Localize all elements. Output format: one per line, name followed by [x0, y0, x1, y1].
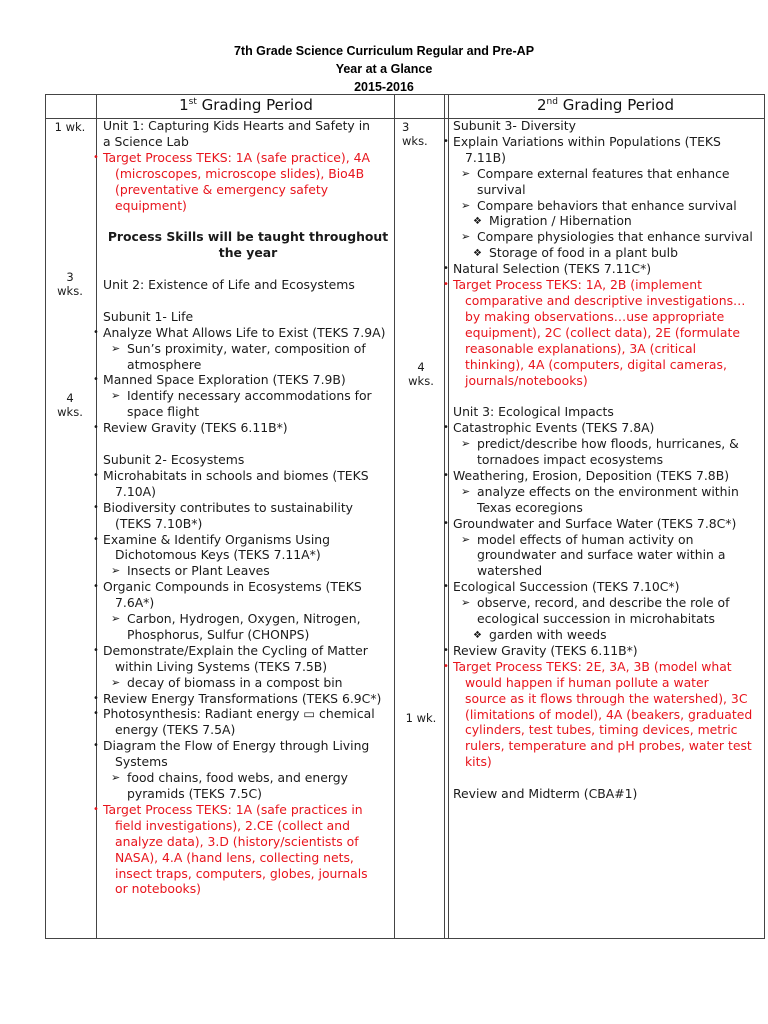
content-line: [453, 245, 763, 261]
bullet-icon: •: [93, 740, 99, 752]
line-text: Ecological Succession (TEKS 7.10C*): [453, 579, 680, 595]
content-line: [103, 611, 393, 627]
content-line: [103, 404, 393, 420]
week-label: 1 wk.: [54, 120, 86, 134]
line-text: kits): [465, 754, 492, 770]
line-text: groundwater and surface water within a: [477, 547, 726, 563]
line-text: by making observations…use appropriate: [465, 308, 725, 324]
content-line: [453, 357, 763, 373]
line-text: Microhabitats in schools and biomes (TEKS: [103, 467, 369, 483]
line-text: Dichotomous Keys (TEKS 7.11A*): [115, 547, 321, 563]
line-text: energy (TEKS 7.5A): [115, 722, 236, 738]
line-text: Phosphorus, Sulfur (CHONPS): [127, 626, 310, 642]
line-text: Weathering, Erosion, Deposition (TEKS 7.8B): [453, 467, 730, 483]
content-line: [103, 261, 393, 277]
line-text: analyze effects on the environment within: [477, 483, 739, 499]
week-count: 3: [402, 120, 410, 134]
content-line: [453, 770, 763, 786]
content-line: [103, 659, 393, 675]
line-text: food chains, food webs, and energy: [127, 770, 348, 786]
content-line: [453, 198, 763, 214]
week-unit: wks.: [57, 284, 83, 298]
content-line: [103, 277, 393, 293]
header-number: 1: [179, 96, 189, 114]
bullet-icon: •: [93, 374, 99, 386]
content-line: [103, 452, 393, 468]
content-line: [93, 499, 393, 516]
line-text: rulers, temperature and pH probes, water test: [465, 738, 752, 754]
content-line: [453, 452, 763, 468]
content-line: [443, 658, 763, 675]
week-label: [396, 360, 446, 388]
content-line: [453, 500, 763, 516]
content-line: [443, 467, 763, 484]
content-line: [453, 404, 763, 420]
content-line: [103, 229, 393, 245]
content-line: [93, 579, 393, 595]
content-line: [103, 134, 393, 150]
content-line: [103, 547, 393, 563]
line-text: Photosynthesis: Radiant energy ▭ chemical: [103, 706, 375, 722]
arrow-bullet-icon: ➢: [461, 596, 471, 610]
line-text: (microscopes, microscope slides), Bio4B: [115, 165, 365, 181]
content-line: [453, 707, 763, 723]
diamond-bullet-icon: ❖: [473, 216, 482, 228]
line-text: field investigations), 2.CE (collect and: [115, 817, 350, 833]
content-line: [453, 373, 763, 389]
bullet-icon: •: [93, 422, 99, 434]
content-line: [103, 850, 393, 866]
line-text: Biodiversity contributes to sustainability: [103, 499, 354, 515]
line-text: Subunit 2- Ecosystems: [103, 451, 245, 467]
line-text: tornadoes impact ecosystems: [477, 452, 664, 468]
line-text: or notebooks): [115, 881, 202, 897]
content-line: [453, 738, 763, 754]
week-unit: wks.: [402, 134, 428, 148]
content-line: [103, 834, 393, 850]
arrow-bullet-icon: ➢: [461, 198, 471, 212]
content-line: [103, 245, 393, 261]
content-line: [103, 516, 393, 532]
arrow-bullet-icon: ➢: [111, 389, 121, 403]
bullet-icon: •: [443, 135, 449, 147]
bullet-icon: •: [93, 469, 99, 481]
content-line: [93, 706, 393, 722]
content-line: [103, 213, 393, 229]
content-line: [453, 388, 763, 404]
line-text: Target Process TEKS: 1A, 2B (implement: [453, 277, 702, 293]
content-line: [453, 627, 763, 643]
content-line: [453, 436, 763, 452]
content-line: [443, 579, 763, 595]
second-period-content: [443, 118, 763, 802]
arrow-bullet-icon: ➢: [461, 532, 471, 546]
content-line: [93, 372, 393, 388]
content-line: [103, 293, 393, 309]
line-text: predict/describe how floods, hurricanes, &: [477, 436, 739, 452]
content-line: [103, 388, 393, 404]
line-text: pyramids (TEKS 7.5C): [127, 786, 263, 801]
content-line: [103, 770, 393, 786]
content-line: [453, 293, 763, 309]
content-line: [453, 691, 763, 707]
line-text: Target Process TEKS: 2E, 3A, 3B (model what: [453, 658, 732, 674]
line-text: survival: [477, 181, 526, 197]
content-line: [443, 420, 763, 436]
diamond-bullet-icon: ❖: [473, 248, 482, 260]
bullet-icon: •: [443, 422, 449, 434]
content-line: [453, 563, 763, 579]
week-label: [396, 120, 442, 148]
arrow-bullet-icon: ➢: [461, 484, 471, 498]
line-text: Examine & Identify Organisms Using: [103, 531, 330, 547]
content-line: [103, 357, 393, 373]
column-divider: [394, 95, 395, 938]
line-text: thinking), 4A (computers, digital cameras,: [465, 356, 727, 372]
content-line: [103, 722, 393, 738]
line-text: Review Gravity (TEKS 6.11B*): [103, 420, 288, 436]
content-line: [103, 627, 393, 643]
bullet-icon: •: [93, 581, 99, 593]
line-text: Review Gravity (TEKS 6.11B*): [453, 642, 638, 658]
header-suffix: st: [188, 97, 197, 107]
line-text: Systems: [115, 754, 168, 770]
line-text: Insects or Plant Leaves: [127, 563, 270, 579]
content-line: [103, 595, 393, 611]
content-line: [93, 690, 393, 707]
line-text: reasonable explanations), 3A (critical: [465, 340, 697, 356]
line-text: garden with weeds: [489, 626, 607, 642]
line-text: 7.11B): [465, 149, 506, 165]
content-line: [103, 675, 393, 691]
line-text: Explain Variations within Populations (TEKS: [453, 133, 721, 149]
content-line: [453, 754, 763, 770]
content-line: [453, 118, 763, 134]
content-line: [103, 341, 393, 357]
line-text: Manned Space Exploration (TEKS 7.9B): [103, 372, 346, 388]
line-text: Target Process TEKS: 1A (safe practices in: [103, 801, 363, 817]
content-line: [103, 198, 393, 214]
line-text: within Living Systems (TEKS 7.5B): [115, 658, 328, 674]
content-line: [453, 166, 763, 182]
document-subtitle: Year at a Glance: [335, 62, 433, 76]
week-count: 4: [66, 391, 74, 405]
arrow-bullet-icon: ➢: [461, 230, 471, 244]
line-text: Unit 2: Existence of Life and Ecosystems: [103, 277, 355, 293]
line-text: Natural Selection (TEKS 7.11C*): [453, 261, 652, 277]
bullet-icon: •: [93, 644, 99, 656]
line-text: Storage of food in a plant bulb: [489, 245, 678, 261]
content-line: [93, 324, 393, 341]
line-text: insect traps, computers, globes, journals: [115, 865, 368, 881]
content-line: [453, 325, 763, 341]
line-text: Diagram the Flow of Energy through Living: [103, 738, 370, 754]
line-text: (preventative & emergency safety: [115, 181, 329, 197]
bullet-icon: •: [93, 708, 99, 720]
content-line: [93, 801, 393, 818]
content-line: [103, 182, 393, 198]
line-text: (limitations of model), 4A (beakers, graduated: [465, 706, 753, 722]
content-line: [93, 738, 393, 754]
content-line: [103, 754, 393, 770]
content-line: [443, 261, 763, 277]
line-text: NASA), 4.A (hand lens, collecting nets,: [115, 849, 354, 865]
bullet-icon: •: [443, 517, 449, 529]
line-text: Subunit 3- Diversity: [453, 118, 576, 133]
line-text: (TEKS 7.10B*): [115, 515, 203, 531]
line-text: equipment): [115, 197, 187, 213]
week-unit: wks.: [57, 405, 83, 419]
content-line: [453, 611, 763, 627]
bullet-icon: •: [93, 803, 99, 815]
content-line: [453, 722, 763, 738]
arrow-bullet-icon: ➢: [111, 564, 121, 578]
line-text: Review and Midterm (CBA#1): [453, 786, 638, 802]
line-text: 7.10A): [115, 483, 156, 499]
content-line: [453, 182, 763, 198]
content-line: [443, 277, 763, 293]
content-line: [453, 309, 763, 325]
line-text: Compare behaviors that enhance survival: [477, 197, 737, 213]
content-line: [443, 133, 763, 150]
line-text: Migration / Hibernation: [489, 213, 632, 229]
bullet-icon: •: [93, 501, 99, 513]
content-line: [103, 309, 393, 325]
content-line: [103, 118, 393, 134]
bullet-icon: •: [443, 644, 449, 656]
arrow-bullet-icon: ➢: [461, 166, 471, 180]
header-number: 2: [537, 96, 547, 114]
content-line: [103, 166, 393, 182]
header-label: Grading Period: [557, 96, 674, 114]
content-line: [93, 467, 393, 484]
content-line: [453, 341, 763, 357]
content-line: [443, 642, 763, 659]
bullet-icon: •: [93, 533, 99, 545]
line-text: Organic Compounds in Ecosystems (TEKS: [103, 579, 362, 595]
bullet-icon: •: [443, 660, 449, 672]
content-line: [453, 150, 763, 166]
line-text: 7.6A*): [115, 595, 155, 611]
line-text: Texas ecoregions: [477, 499, 583, 515]
line-text: decay of biomass in a compost bin: [127, 674, 343, 690]
content-line: [93, 149, 393, 166]
line-text: Sun’s proximity, water, composition of: [127, 340, 366, 356]
line-text: a Science Lab: [103, 133, 189, 149]
content-line: [103, 436, 393, 452]
bullet-icon: •: [93, 326, 99, 338]
document-year: 2015-2016: [354, 80, 414, 94]
line-text: watershed: [477, 563, 543, 579]
line-text: Compare external features that enhance: [477, 165, 730, 181]
line-text: Identify necessary accommodations for: [127, 388, 372, 404]
content-line: [453, 547, 763, 563]
line-text: analyze data), 3.D (history/scientists of: [115, 833, 359, 849]
week-count: 4: [417, 360, 425, 374]
line-text: Carbon, Hydrogen, Oxygen, Nitrogen,: [127, 611, 361, 627]
content-line: [453, 595, 763, 611]
arrow-bullet-icon: ➢: [111, 771, 121, 785]
document-title: 7th Grade Science Curriculum Regular and Pre-AP: [233, 44, 535, 58]
header-label: Grading Period: [196, 96, 313, 114]
line-text: observe, record, and describe the role of: [477, 595, 730, 611]
content-line: [443, 515, 763, 532]
bullet-icon: •: [443, 581, 449, 593]
week-count: 3: [66, 270, 74, 284]
line-text: Unit 3: Ecological Impacts: [453, 404, 614, 420]
line-text: ecological succession in microhabitats: [477, 611, 715, 627]
week-label: [45, 270, 95, 298]
line-text: Process Skills will be taught throughout: [107, 229, 389, 245]
content-line: [93, 642, 393, 659]
content-line: [453, 213, 763, 229]
line-text: the year: [218, 245, 278, 261]
arrow-bullet-icon: ➢: [111, 612, 121, 626]
content-line: [103, 866, 393, 882]
arrow-bullet-icon: ➢: [111, 341, 121, 355]
content-line: [453, 786, 763, 802]
content-line: [103, 484, 393, 500]
line-text: space flight: [127, 404, 200, 420]
line-text: model effects of human activity on: [477, 531, 694, 547]
line-text: Groundwater and Surface Water (TEKS 7.8C*): [453, 515, 737, 531]
content-line: [103, 881, 393, 897]
bullet-icon: •: [443, 263, 449, 275]
line-text: Compare physiologies that enhance survival: [477, 229, 753, 245]
header-second-grading-period: [446, 96, 765, 116]
line-text: source as it flows through the watershed), 3C: [465, 690, 748, 706]
week-label: [45, 391, 95, 419]
line-text: Demonstrate/Explain the Cycling of Matter: [103, 642, 368, 658]
content-line: [453, 229, 763, 245]
header-suffix: nd: [546, 97, 558, 107]
line-text: atmosphere: [127, 356, 202, 372]
line-text: comparative and descriptive investigations…: [465, 292, 746, 308]
content-line: [453, 675, 763, 691]
line-text: cylinders, test tubes, timing devices, metric: [465, 722, 738, 738]
diamond-bullet-icon: ❖: [473, 629, 482, 641]
bullet-icon: •: [443, 469, 449, 481]
content-line: [103, 786, 393, 802]
line-text: would happen if human pollute a water: [465, 674, 709, 690]
week-unit: wks.: [408, 374, 434, 388]
bullet-icon: •: [443, 279, 449, 291]
week-label: 1 wk.: [405, 711, 437, 725]
content-line: [93, 420, 393, 436]
content-line: [103, 563, 393, 579]
content-line: [93, 531, 393, 548]
line-text: Catastrophic Events (TEKS 7.8A): [453, 420, 655, 436]
line-text: journals/notebooks): [465, 372, 588, 388]
line-text: Review Energy Transformations (TEKS 6.9C*): [103, 690, 382, 706]
line-text: Subunit 1- Life: [103, 308, 194, 324]
line-text: equipment), 2C (collect data), 2E (formulate: [465, 324, 740, 340]
content-line: [103, 818, 393, 834]
header-first-grading-period: [96, 96, 396, 116]
line-text: Target Process TEKS: 1A (safe practice), 4A: [103, 149, 370, 165]
line-text: Analyze What Allows Life to Exist (TEKS 7.9A): [103, 324, 386, 340]
content-line: [453, 484, 763, 500]
bullet-icon: •: [93, 151, 99, 163]
content-line: [453, 532, 763, 548]
first-period-content: [93, 118, 393, 897]
arrow-bullet-icon: ➢: [461, 437, 471, 451]
bullet-icon: •: [93, 692, 99, 704]
arrow-bullet-icon: ➢: [111, 675, 121, 689]
line-text: Unit 1: Capturing Kids Hearts and Safety in: [103, 118, 370, 133]
